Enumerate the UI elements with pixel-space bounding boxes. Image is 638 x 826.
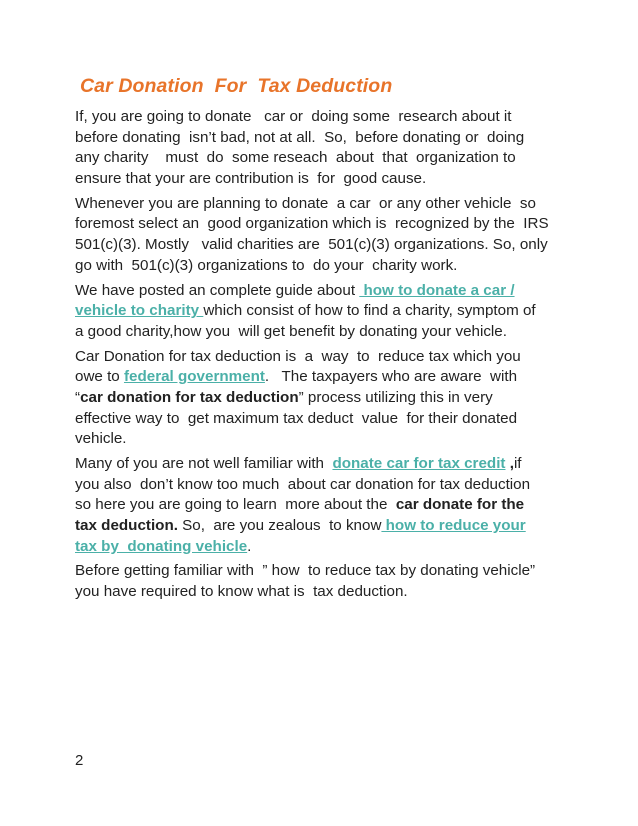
text-line <box>75 388 575 409</box>
text-line: ensure that your are contribution is for good cause. <box>75 170 427 188</box>
bold-phrase: car donate for the <box>395 496 525 514</box>
text-line: 501(c)(3). Mostly valid charities are 501(c)(3) organizations. So, only <box>75 236 548 254</box>
paragraph-tax-credit <box>75 454 575 557</box>
paragraph-guide <box>75 281 575 343</box>
text-segment: which consist of how to find a charity, symptom of <box>203 302 536 320</box>
text-line <box>75 516 575 537</box>
text-line: a good charity,how you will get benefit by donating your vehicle. <box>75 322 507 340</box>
link-donate-car-tax-credit[interactable]: donate car for tax credit <box>332 455 506 472</box>
text-line: go with 501(c)(3) organizations to do your charity work. <box>75 256 458 274</box>
link-tax-by-donating-vehicle[interactable]: tax by donating vehicle <box>75 537 248 555</box>
text-segment: Many of you are not well familiar with <box>75 455 333 472</box>
text-line <box>75 495 575 516</box>
text-line: Car Donation for tax deduction is a way to reduce tax which you <box>75 347 521 365</box>
page-title: Car Donation For Tax Deduction <box>80 75 393 97</box>
text-line: Whenever you are planning to donate a car or any other vehicle so <box>75 194 536 212</box>
text-segment: so here you are going to learn more about the <box>75 496 396 514</box>
text-line <box>75 301 575 322</box>
text-line: you also don’t know too much about car donation for tax deduction <box>75 475 531 493</box>
text-line: you have required to know what is tax deduction. <box>75 583 408 601</box>
link-how-to-donate-car[interactable]: how to donate a car / <box>359 281 515 299</box>
bold-phrase: car donation for tax deduction <box>80 388 299 406</box>
text-line: Before getting familiar with ” how to reduce tax by donating vehicle” <box>75 562 536 580</box>
paragraph-intro <box>75 107 575 190</box>
page-number: 2 <box>75 752 84 769</box>
document-body <box>75 107 575 607</box>
text-segment: . <box>247 537 252 555</box>
text-segment: So, are you zealous to know <box>177 517 382 535</box>
paragraph-irs <box>75 194 575 277</box>
text-line: effective way to get maximum tax deduct value for their donated <box>75 409 518 427</box>
text-segment: “ <box>75 388 81 406</box>
text-segment: owe to <box>75 368 124 386</box>
link-vehicle-to-charity[interactable]: vehicle to charity <box>75 302 204 320</box>
text-line <box>75 281 575 302</box>
link-federal-government[interactable]: federal government <box>123 368 265 386</box>
link-how-to-reduce-tax[interactable]: how to reduce your <box>381 517 526 535</box>
text-line <box>75 367 575 388</box>
text-line: If, you are going to donate car or doing some research about it <box>75 108 512 125</box>
text-line: foremost select an good organization which is recognized by the IRS <box>75 215 549 233</box>
bold-phrase: tax deduction. <box>75 517 178 535</box>
text-line <box>75 454 575 475</box>
text-segment: . The taxpayers who are aware with <box>264 368 518 386</box>
text-line <box>75 537 575 558</box>
text-segment: We have posted an complete guide about <box>75 281 360 299</box>
text-line: before donating isn’t bad, not at all. So, before donating or doing <box>75 128 525 146</box>
paragraph-tax-deduction <box>75 347 575 450</box>
paragraph-closing <box>75 561 575 602</box>
bold-phrase: , <box>505 455 514 472</box>
text-segment: ” process utilizing this in very <box>298 388 493 406</box>
text-line: any charity must do some reseach about that organization to <box>75 149 516 167</box>
text-segment: if <box>513 455 522 472</box>
text-line: vehicle. <box>75 430 127 448</box>
